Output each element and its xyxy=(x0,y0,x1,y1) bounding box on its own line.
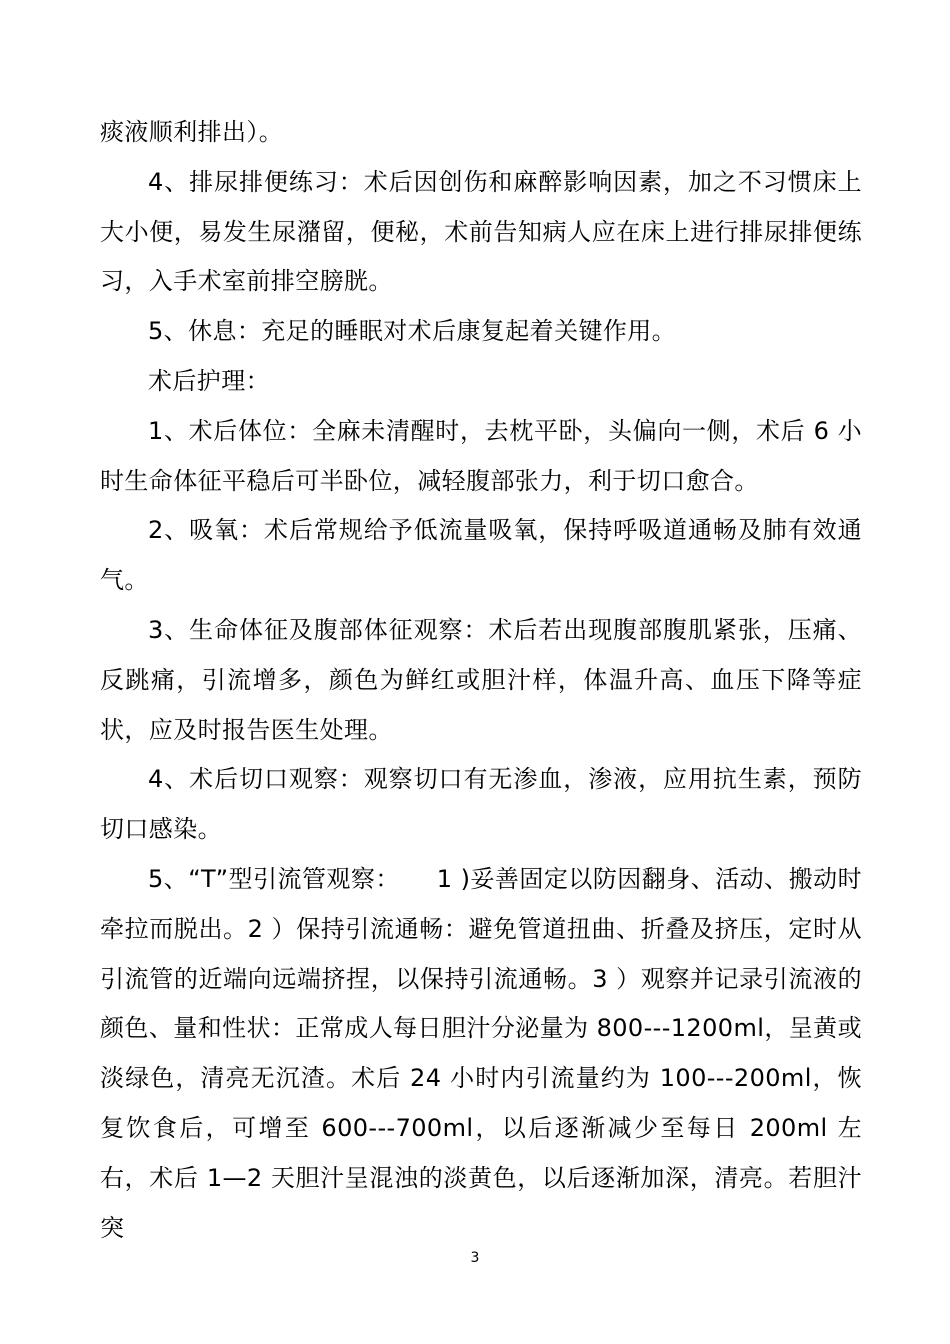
paragraph-vital-signs: 3、生命体征及腹部体征观察：术后若出现腹部腹肌紧张，压痛、反跳痛，引流增多，颜色为鲜红或胆汁样，体温升高、血压下降等症状，应及时报告医生处理。 xyxy=(100,615,862,744)
document-body xyxy=(100,108,862,1253)
paragraph-postop-position: 1、术后体位：全麻未清醒时，去枕平卧，头偏向一侧，术后 6 小时生命体征平稳后可半卧位，减轻腹部张力，利于切口愈合。 xyxy=(100,416,862,495)
paragraph-oxygen: 2、吸氧：术后常规给予低流量吸氧，保持呼吸道通畅及肺有效通气。 xyxy=(100,516,862,595)
section-heading-postop-care: 术后护理： xyxy=(148,366,270,395)
paragraph-incision-observation: 4、术后切口观察：观察切口有无渗血，渗液，应用抗生素，预防切口感染。 xyxy=(100,765,862,844)
page-number: 3 xyxy=(470,1250,480,1266)
paragraph-sputum-continuation: 痰液顺利排出）。 xyxy=(100,118,284,146)
paragraph-urination-practice: 4、排尿排便练习：术后因创伤和麻醉影响因素，加之不习惯床上大小便，易发生尿潴留，便秘，术前告知病人应在床上进行排尿排便练习，入手术室前排空膀胱。 xyxy=(100,167,862,296)
paragraph-rest: 5、休息：充足的睡眠对术后康复起着关键作用。 xyxy=(148,317,677,346)
paragraph-t-tube-drainage: 5、“T”型引流管观察： 1 )妥善固定以防因翻身、活动、搬动时牵拉而脱出。2 ）保持引流通畅：避免管道扭曲、折叠及挤压，定时从引流管的近端向远端挤捏，以保持引流通畅。3 ）观察并记录引流液的颜色、量和性状：正常成人每日胆汁分泌量为 800---1200ml，呈黄或淡绿色，清亮无沉渣。术后 24 小时内引流量约为 100---200ml，恢复饮食后，可增至 600---700ml，以后逐渐减少至每日 200ml 左右，术后 1—2 天胆汁呈混浊的淡黄色，以后逐渐加深，清亮。若胆汁突 xyxy=(100,864,862,1242)
